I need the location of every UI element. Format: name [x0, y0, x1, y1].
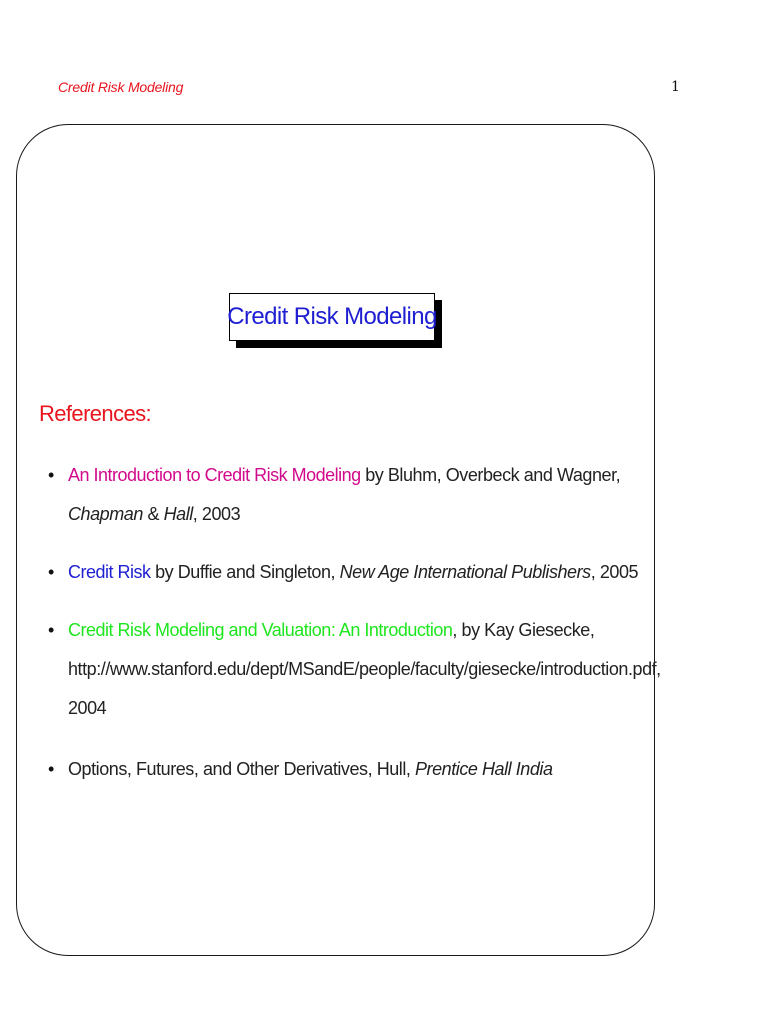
reference-year: 2004 — [68, 698, 107, 718]
slide-frame — [16, 124, 655, 956]
reference-authors: by Bluhm, Overbeck and Wagner, — [360, 465, 621, 485]
reference-title: An Introduction to Credit Risk Modeling — [68, 465, 361, 485]
bullet-icon: • — [48, 620, 54, 640]
title-box — [229, 293, 435, 341]
reference-url[interactable]: http://www.stanford.edu/dept/MSandE/people/faculty/giesecke/introduction.pdf, — [68, 659, 661, 679]
reference-year: , 2005 — [590, 562, 639, 582]
list-item — [48, 553, 658, 592]
section-heading-references: References: — [39, 401, 152, 426]
reference-ampersand: & — [142, 504, 164, 524]
reference-publisher: Prentice Hall India — [415, 759, 553, 779]
reference-title: Credit Risk Modeling and Valuation: An Introduction — [68, 620, 453, 640]
running-header: Credit Risk Modeling — [58, 79, 184, 95]
list-item — [48, 611, 661, 728]
list-item — [48, 750, 658, 789]
reference-publisher-2: Hall — [163, 504, 193, 524]
slide-title: Credit Risk Modeling — [227, 303, 437, 330]
reference-authors: , by Kay Giesecke, — [452, 620, 595, 640]
list-item — [48, 456, 658, 534]
reference-title: Credit Risk — [68, 562, 151, 582]
reference-text: Options, Futures, and Other Derivatives, Hull, — [68, 759, 415, 779]
bullet-icon: • — [48, 465, 54, 485]
reference-publisher: New Age International Publishers — [339, 562, 591, 582]
bullet-icon: • — [48, 759, 54, 779]
page-number: 1 — [671, 79, 680, 95]
bullet-icon: • — [48, 562, 54, 582]
reference-year: , 2003 — [192, 504, 241, 524]
reference-publisher: Chapman — [68, 504, 143, 524]
reference-authors: by Duffie and Singleton, — [150, 562, 340, 582]
